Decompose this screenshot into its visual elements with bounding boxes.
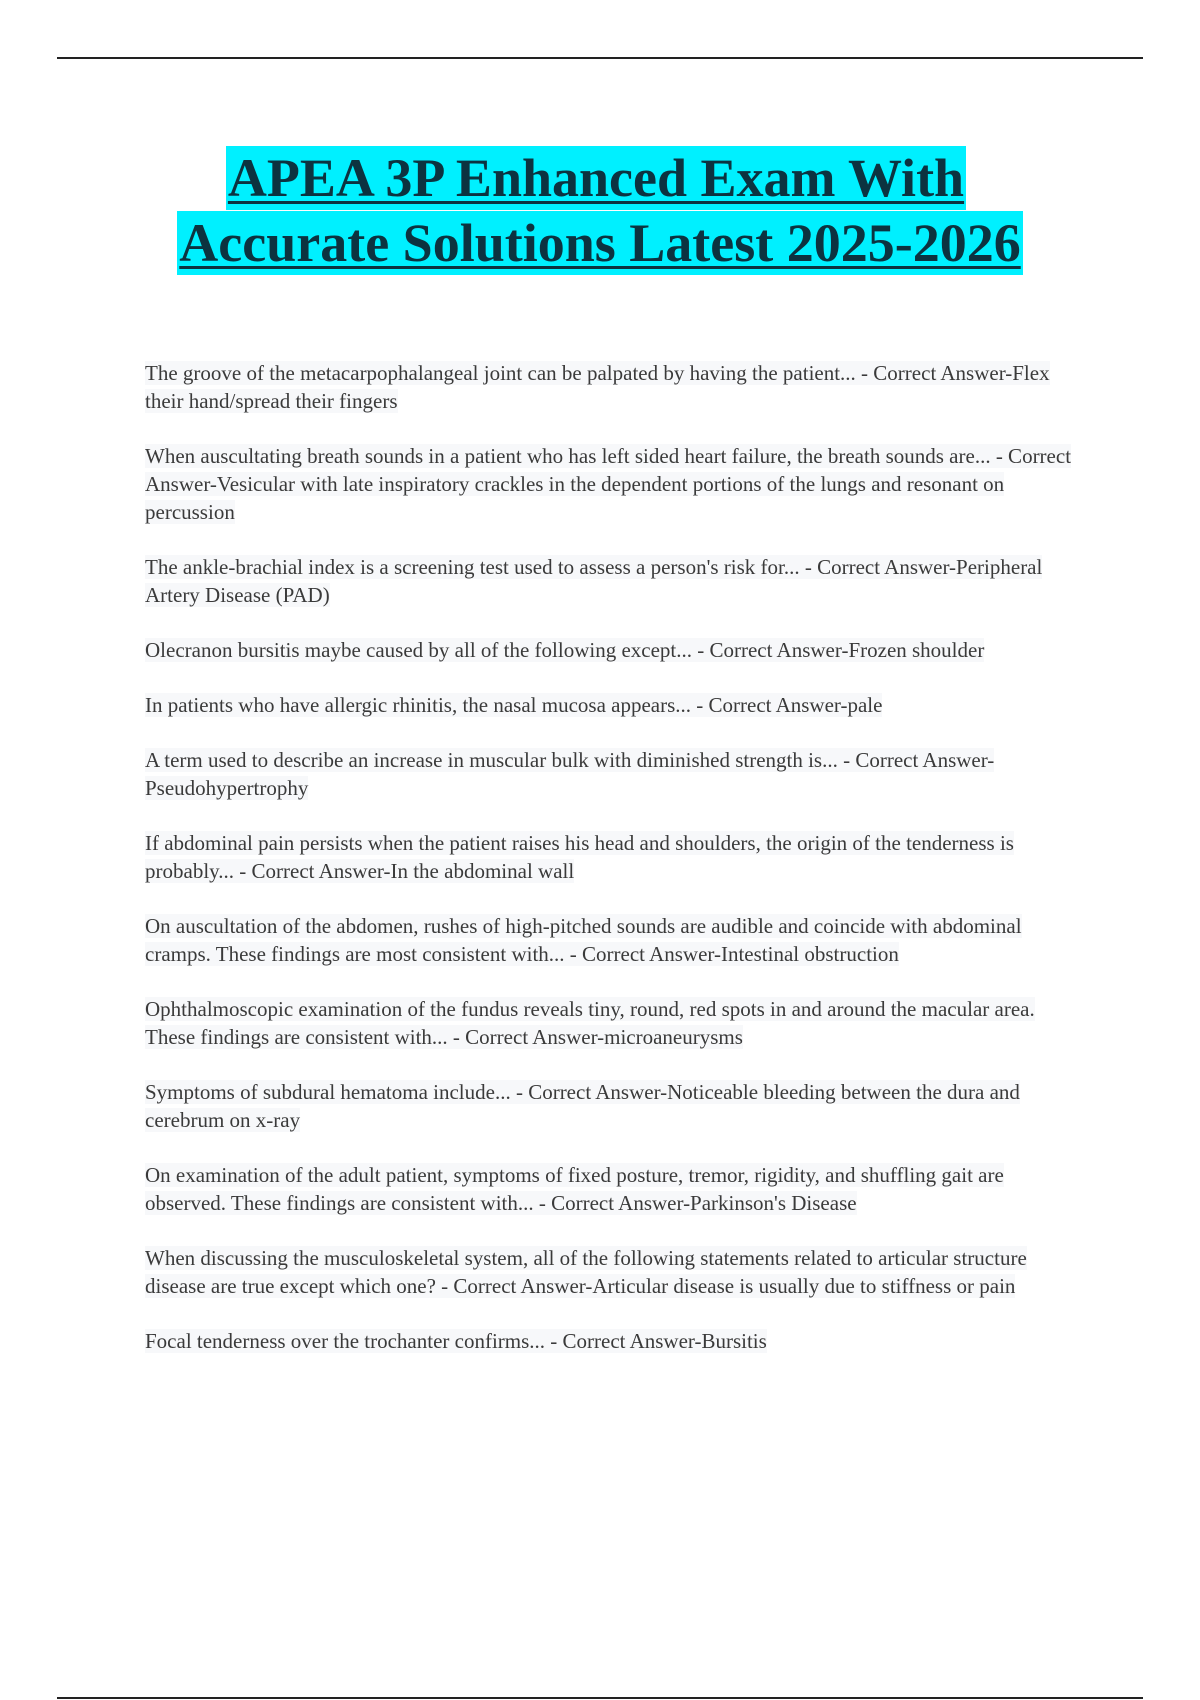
- qa-item: [145, 746, 1085, 802]
- qa-text: When auscultating breath sounds in a patient who has left sided heart failure, the breath sounds are... - Correct Answer-Vesicular with late inspiratory crackles in the dependent portions of the lungs and resonant on percussion: [145, 444, 1072, 524]
- qa-item: [145, 359, 1085, 415]
- qa-item: [145, 1078, 1085, 1134]
- qa-text: Symptoms of subdural hematoma include... - Correct Answer-Noticeable bleeding between the dura and cerebrum on x-ray: [145, 1080, 1020, 1132]
- qa-item: [145, 553, 1085, 609]
- qa-text: When discussing the musculoskeletal system, all of the following statements related to articular structure disease are true except which one? - Correct Answer-Articular disease is usually due to stiffness or pain: [145, 1246, 1027, 1298]
- qa-item: [145, 1244, 1085, 1300]
- qa-item: [145, 636, 1085, 664]
- qa-text: Ophthalmoscopic examination of the fundus reveals tiny, round, red spots in and around the macular area. These findings are consistent with... - Correct Answer-microaneurysms: [145, 997, 1035, 1049]
- qa-text: On examination of the adult patient, symptoms of fixed posture, tremor, rigidity, and shuffling gait are observed. These findings are consistent with... - Correct Answer-Parkinson's Disease: [145, 1163, 1004, 1215]
- qa-item: [145, 442, 1085, 526]
- title-line-1: APEA 3P Enhanced Exam With: [227, 148, 965, 208]
- qa-text: Focal tenderness over the trochanter confirms... - Correct Answer-Bursitis: [145, 1329, 767, 1353]
- qa-text: Olecranon bursitis maybe caused by all of the following except... - Correct Answer-Frozen shoulder: [145, 638, 985, 662]
- qa-item: [145, 691, 1085, 719]
- qa-text: On auscultation of the abdomen, rushes of high-pitched sounds are audible and coincide with abdominal cramps. These findings are most consistent with... - Correct Answer-Intestinal obstruction: [145, 914, 1022, 966]
- qa-item: [145, 1327, 1085, 1355]
- qa-text: A term used to describe an increase in muscular bulk with diminished strength is... - Correct Answer-Pseudohypertrophy: [145, 748, 995, 800]
- qa-text: The groove of the metacarpophalangeal joint can be palpated by having the patient... - Correct Answer-Flex their hand/spread their fingers: [145, 361, 1050, 413]
- qa-item: [145, 995, 1085, 1051]
- qa-item: [145, 912, 1085, 968]
- document-title: [0, 146, 1200, 275]
- top-rule: [57, 57, 1143, 59]
- qa-text: In patients who have allergic rhinitis, the nasal mucosa appears... - Correct Answer-pale: [145, 693, 883, 717]
- question-answer-list: [145, 359, 1085, 1382]
- bottom-rule: [57, 1697, 1143, 1699]
- qa-item: [145, 829, 1085, 885]
- qa-text: If abdominal pain persists when the patient raises his head and shoulders, the origin of the tenderness is probably... - Correct Answer-In the abdominal wall: [145, 831, 1014, 883]
- title-line-2: Accurate Solutions Latest 2025-2026: [179, 213, 1021, 273]
- qa-item: [145, 1161, 1085, 1217]
- qa-text: The ankle-brachial index is a screening test used to assess a person's risk for... - Correct Answer-Peripheral Artery Disease (PAD): [145, 555, 1043, 607]
